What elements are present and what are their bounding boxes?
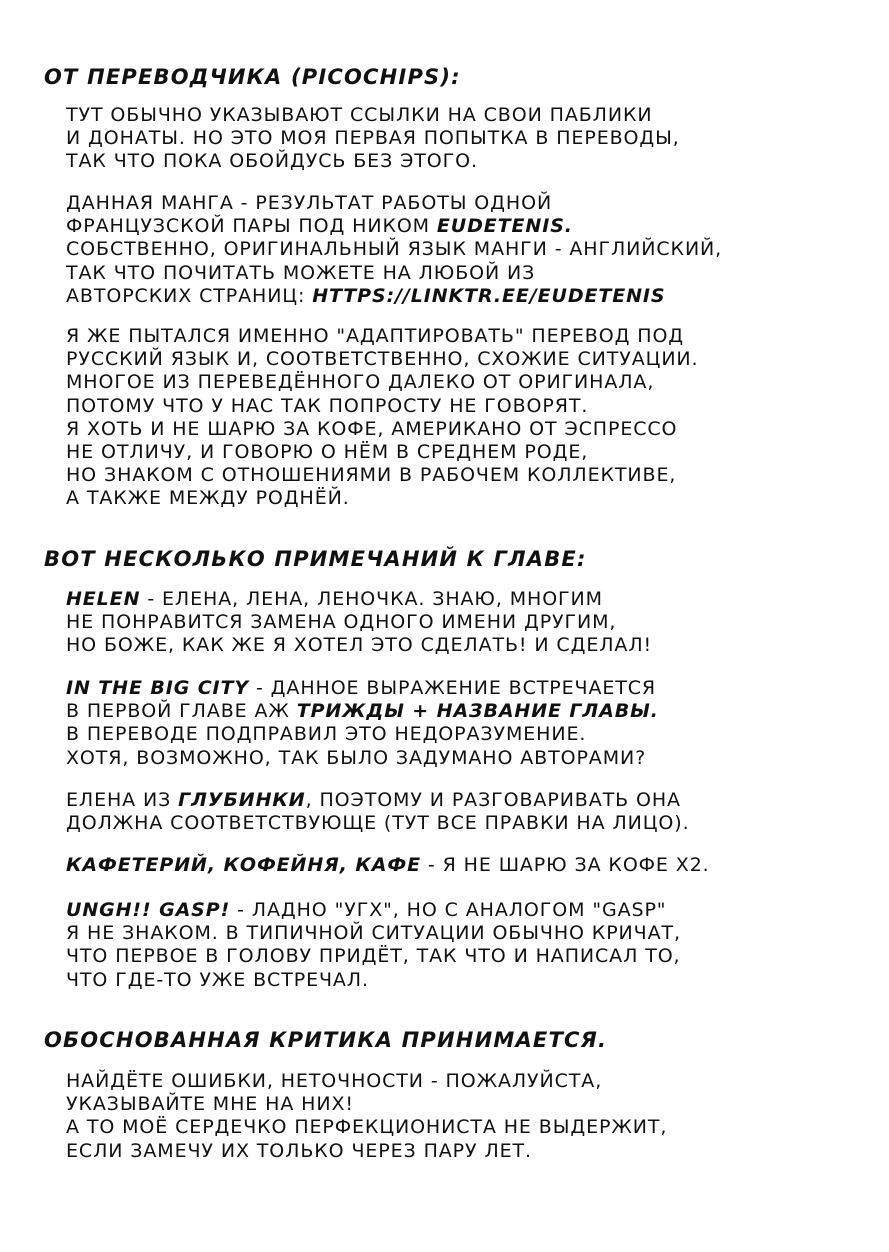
text-line: Я ЖЕ ПЫТАЛСЯ ИМЕННО "АДАПТИРОВАТЬ" ПЕРЕВОД ПОД — [66, 325, 685, 347]
note-term: HELEN — [66, 588, 141, 610]
text-line: ЧТО ГДЕ-ТО УЖЕ ВСТРЕЧАЛ. — [66, 968, 369, 991]
text-line: ЕЛЕНА ИЗ ГЛУБИНКИ, ПОЭТОМУ И РАЗГОВАРИВАТЬ ОНА — [66, 789, 681, 811]
text-line: А ТО МОЁ СЕРДЕЧКО ПЕРФЕКЦИОНИСТА НЕ ВЫДЕРЖИТ, — [66, 1116, 668, 1139]
note-big-city — [66, 677, 659, 770]
text-line: HELEN - ЕЛЕНА, ЛЕНА, ЛЕНОЧКА. ЗНАЮ, МНОГИМ — [66, 588, 603, 610]
text-line: РУССКИЙ ЯЗЫК И, СООТВЕТСТВЕННО, СХОЖИЕ СИТУАЦИИ. — [66, 348, 699, 371]
text-line: UNGH!! GASP! - ЛАДНО "УГХ", НО С АНАЛОГОМ "GASP" — [66, 899, 667, 921]
text-line: ТУТ ОБЫЧНО УКАЗЫВАЮТ ССЫЛКИ НА СВОИ ПАБЛИКИ — [66, 104, 653, 126]
text-line: А ТАКЖЕ МЕЖДУ РОДНЁЙ. — [66, 487, 350, 510]
text-line: ТАК ЧТО ПОЧИТАТЬ МОЖЕТЕ НА ЛЮБОЙ ИЗ — [66, 261, 536, 284]
text-line: В ПЕРВОЙ ГЛАВЕ АЖ ТРИЖДЫ + НАЗВАНИЕ ГЛАВЫ. — [66, 700, 659, 723]
note-term: UNGH!! GASP! — [66, 899, 231, 921]
text-line: В ПЕРЕВОДЕ ПОДПРАВИЛ ЭТО НЕДОРАЗУМЕНИЕ. — [66, 723, 587, 746]
text-line: IN THE BIG CITY - ДАННОЕ ВЫРАЖЕНИЕ ВСТРЕЧАЕТСЯ — [66, 677, 657, 699]
text-line: Я ХОТЬ И НЕ ШАРЮ ЗА КОФЕ, АМЕРИКАНО ОТ ЭСПРЕССО — [66, 417, 678, 440]
text-line: НО ЗНАКОМ С ОТНОШЕНИЯМИ В РАБОЧЕМ КОЛЛЕКТИВЕ, — [66, 464, 677, 487]
text-line: И ДОНАТЫ. НО ЭТО МОЯ ПЕРВАЯ ПОПЫТКА В ПЕРЕВОДЫ, — [66, 127, 680, 150]
author-link: HTTPS://LINKTR.EE/EUDETENIS — [312, 284, 666, 307]
text-line: НЕ ПОНРАВИТСЯ ЗАМЕНА ОДНОГО ИМЕНИ ДРУГИМ, — [66, 611, 617, 634]
authors-paragraph — [66, 192, 722, 308]
critique-paragraph — [66, 1070, 667, 1163]
text-line: ХОТЯ, ВОЗМОЖНО, ТАК БЫЛО ЗАДУМАНО АВТОРАМИ? — [66, 746, 647, 769]
text-line: ДОЛЖНА СООТВЕТСТВУЮЩЕ (ТУТ ВСЕ ПРАВКИ НА ЛИЦО). — [66, 812, 690, 835]
text-line: АВТОРСКИХ СТРАНИЦ: HTTPS://LINKTR.EE/EUDETENIS — [66, 284, 666, 307]
text-line: НЕ ОТЛИЧУ, И ГОВОРЮ О НЁМ В СРЕДНЕМ РОДЕ, — [66, 440, 589, 463]
text-line: ЕСЛИ ЗАМЕЧУ ИХ ТОЛЬКО ЧЕРЕЗ ПАРУ ЛЕТ. — [66, 1139, 532, 1162]
note-coffee — [66, 854, 710, 877]
notes-heading: ВОТ НЕСКОЛЬКО ПРИМЕЧАНИЙ К ГЛАВЕ: — [44, 547, 587, 571]
author-name: EUDETENIS. — [436, 215, 573, 238]
text-line: ЧТО ПЕРВОЕ В ГОЛОВУ ПРИДЁТ, ТАК ЧТО И НАПИСАЛ ТО, — [66, 945, 681, 968]
text-line: ФРАНЦУЗСКОЙ ПАРЫ ПОД НИКОМ EUDETENIS. — [66, 215, 573, 238]
adaptation-paragraph — [66, 325, 698, 511]
note-glubinka — [66, 789, 690, 835]
note-term: ГЛУБИНКИ — [178, 789, 306, 811]
intro-paragraph — [66, 104, 680, 174]
text-line: Я НЕ ЗНАКОМ. В ТИПИЧНОЙ СИТУАЦИИ ОБЫЧНО КРИЧАТ, — [66, 922, 681, 945]
text-line: УКАЗЫВАЙТЕ МНЕ НА НИХ! — [66, 1093, 354, 1116]
text-line: КАФЕТЕРИЙ, КОФЕЙНЯ, КАФЕ - Я НЕ ШАРЮ ЗА КОФЕ Х2. — [66, 854, 710, 876]
text-line: МНОГОЕ ИЗ ПЕРЕВЕДЁННОГО ДАЛЕКО ОТ ОРИГИНАЛА, — [66, 371, 655, 394]
note-emphasis: ТРИЖДЫ + НАЗВАНИЕ ГЛАВЫ. — [296, 700, 659, 723]
text-line: ДАННАЯ МАНГА - РЕЗУЛЬТАТ РАБОТЫ ОДНОЙ — [66, 192, 553, 214]
note-helen — [66, 588, 652, 658]
text-line: ТАК ЧТО ПОКА ОБОЙДУСЬ БЕЗ ЭТОГО. — [66, 150, 478, 173]
text-line: ПОТОМУ ЧТО У НАС ТАК ПОПРОСТУ НЕ ГОВОРЯТ. — [66, 394, 589, 417]
translator-heading: ОТ ПЕРЕВОДЧИКА (PICOCHIPS): — [44, 65, 461, 89]
note-term: IN THE BIG CITY — [66, 677, 250, 699]
text-line: НАЙДЁТЕ ОШИБКИ, НЕТОЧНОСТИ - ПОЖАЛУЙСТА, — [66, 1070, 603, 1092]
note-gasp — [66, 899, 681, 992]
text-line: НО БОЖЕ, КАК ЖЕ Я ХОТЕЛ ЭТО СДЕЛАТЬ! И СДЕЛАЛ! — [66, 634, 653, 657]
critique-heading: ОБОСНОВАННАЯ КРИТИКА ПРИНИМАЕТСЯ. — [44, 1028, 608, 1052]
note-term: КАФЕТЕРИЙ, КОФЕЙНЯ, КАФЕ — [66, 854, 421, 876]
text-line: СОБСТВЕННО, ОРИГИНАЛЬНЫЙ ЯЗЫК МАНГИ - АНГЛИЙСКИЙ, — [66, 238, 723, 261]
